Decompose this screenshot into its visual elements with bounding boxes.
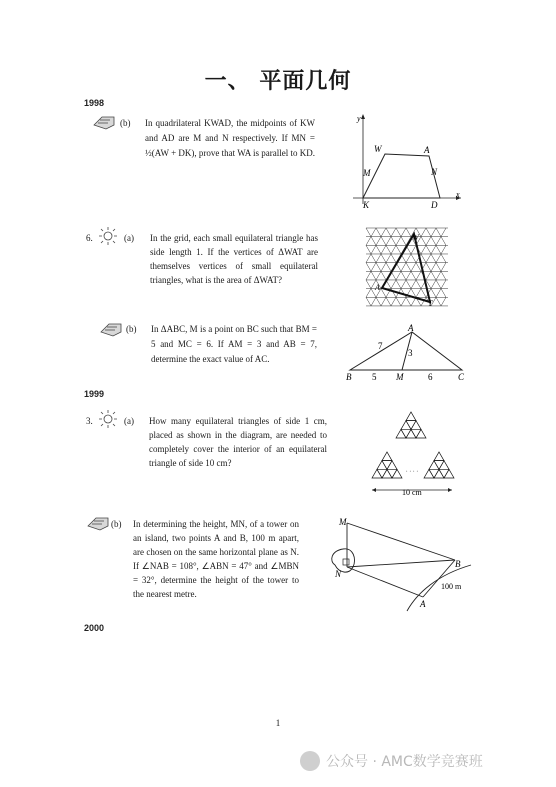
year-heading-1999: 1999 [84,389,105,399]
lightbulb-icon [97,226,119,246]
vertex-a-label: A [408,323,414,333]
hand-pencil-icon [86,514,110,532]
vertex-t-label: T [428,299,433,308]
part-label: (b) [120,118,131,128]
hand-pencil-icon [92,113,116,131]
question-1998-b-text: In quadrilateral KWAD, the midpoints of KW and AD are M and N respectively. If MN = ½(AW + DK), prove that WA is parallel to KD. [145,118,315,158]
vertex-w-label: W [374,144,382,154]
midpoint-n-label: N [431,167,438,177]
tower-island-diagram [325,515,475,615]
vertex-b-label: B [346,372,352,382]
part-label: (b) [111,519,122,529]
wechat-icon [300,751,320,771]
vertex-a-label: A [375,283,380,292]
vertex-a-label: A [424,145,430,155]
part-label: (b) [126,324,137,334]
lightbulb-icon [97,409,119,429]
point-m-label: M [396,372,404,382]
axis-y-label: y [357,114,361,123]
question-3a-text: How many equilateral triangles of side 1 cm, placed as shown in the diagram, are needed to completely cover the interior of an equilateral triangle of side 10 cm? [149,416,327,468]
question-6a-text: In the grid, each small equilateral triangle has side length 1. If the vertices of ΔWAT are themselves vertices of small equilateral triangles, what is the area of ΔWAT? [150,233,318,285]
part-label: (a) [124,416,134,426]
vertex-k-label: K [363,200,370,210]
watermark-text: 公众号 · AMC数学竞赛班 [326,754,483,770]
quadrilateral-kwad-diagram [335,112,465,212]
segment-bm-length: 5 [372,372,377,382]
hand-pencil-icon [99,320,123,338]
point-b-label: B [455,559,461,569]
side-ab-length: 7 [378,341,383,351]
year-heading-2000: 2000 [84,623,105,633]
segment-mc-length: 6 [428,372,433,382]
vertex-d-label: D [431,200,438,210]
vertex-w-label: W [412,233,419,242]
question-3b-text: In determining the height, MN, of a tower on an island, two points A and B, 100 m apart, are chosen on the same horizontal plane as N. If ∠NAB = 108°, ∠ABN = 47° and ∠MBN = 32°, determine the height of the tower to the nearest metre. [133,519,299,599]
vertex-c-label: C [458,372,465,382]
watermark [300,750,550,772]
midpoint-m-label: M [363,168,371,178]
point-m-label: M [339,517,347,527]
dimension-label: 10 cm [402,488,422,497]
segment-am-length: 3 [408,348,413,358]
svg-text:· · · ·: · · · · [405,469,419,475]
point-a-label: A [420,599,426,609]
axis-x-label: x [456,190,460,199]
page-title: 一、 平面几何 [204,69,352,94]
page-number: 1 [275,718,281,728]
distance-ab-label: 100 m [441,582,462,591]
triangle-abc-diagram [340,322,470,384]
question-6b-text: In ΔABC, M is a point on BC such that BM = 5 and MC = 6. If AM = 3 and AB = 7, determine the exact value of AC. [151,324,317,364]
question-number: 6. [86,233,93,243]
question-number: 3. [86,416,93,426]
triangular-grid-diagram [362,226,452,310]
equilateral-tiling-diagram [362,410,462,500]
part-label: (a) [124,233,134,243]
year-heading-1998: 1998 [84,98,105,108]
point-n-label: N [335,569,342,579]
